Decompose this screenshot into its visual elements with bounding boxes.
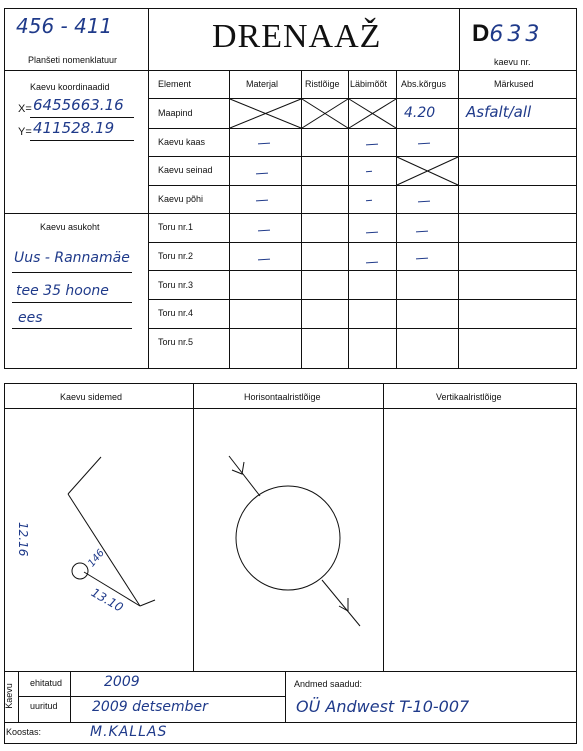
ground-abs-height: 4.20 xyxy=(404,105,436,121)
page-title: DRENAAŽ xyxy=(212,18,382,55)
drawn-by-value: M.KALLAS xyxy=(90,724,168,740)
surveyed-value: 2009 detsember xyxy=(92,699,208,715)
col-header-abs-height: Abs.kõrgus xyxy=(401,79,447,89)
well-number-label: kaevu nr. xyxy=(494,57,531,67)
drawn-by-label: Koostas: xyxy=(6,727,42,737)
row-label-walls: Kaevu seinad xyxy=(158,165,213,175)
dimension-label-1: 12.16 xyxy=(16,522,30,557)
col-header-diameter: Läbimõõt xyxy=(350,79,388,89)
x-label: X= xyxy=(18,103,32,115)
row-label-pipe-1: Toru nr.1 xyxy=(158,222,194,232)
y-value: 411528.19 xyxy=(33,119,115,137)
well-prefix: D xyxy=(472,20,490,47)
location-line-1: Uus - Rannamäe xyxy=(14,250,130,266)
ground-notes: Asfalt/all xyxy=(466,103,532,121)
col-header-cross-section: Ristlõige xyxy=(305,79,340,89)
y-label: Y= xyxy=(18,126,32,138)
x-value: 6455663.16 xyxy=(33,96,124,114)
row-label-cover: Kaevu kaas xyxy=(158,137,206,147)
location-line-3: ees xyxy=(18,310,43,326)
vertical-section-label: Vertikaalristlõige xyxy=(436,392,502,402)
location-line-2: tee 35 hoone xyxy=(16,283,109,299)
row-label-pipe-2: Toru nr.2 xyxy=(158,251,194,261)
col-header-element: Element xyxy=(158,79,192,89)
dimension-label-2: 13.10 xyxy=(88,585,126,615)
location-label: Kaevu asukoht xyxy=(40,222,100,232)
row-label-ground: Maapind xyxy=(158,108,193,118)
map-sheet-value: 456 - 411 xyxy=(16,14,113,38)
connections-label: Kaevu sidemed xyxy=(60,392,123,402)
data-from-value: OÜ Andwest T-10-007 xyxy=(296,697,470,716)
built-value: 2009 xyxy=(104,674,140,690)
row-label-pipe-4: Toru nr.4 xyxy=(158,308,194,318)
col-header-material: Materjal xyxy=(246,79,279,89)
row-label-bottom: Kaevu põhi xyxy=(158,194,204,204)
row-label-pipe-5: Toru nr.5 xyxy=(158,337,194,347)
surveyed-label: uuritud xyxy=(30,701,58,711)
well-number-value: 633 xyxy=(489,22,544,47)
row-label-pipe-3: Toru nr.3 xyxy=(158,280,194,290)
col-header-notes: Märkused xyxy=(494,79,534,89)
data-from-label: Andmed saadud: xyxy=(294,679,363,689)
map-sheet-label: Planšeti nomenklatuur xyxy=(28,55,118,65)
built-label: ehitatud xyxy=(30,678,63,688)
horizontal-section-label: Horisontaalristlõige xyxy=(244,392,321,402)
side-label-kaevu: Kaevu xyxy=(3,683,14,709)
angle-label: 146 xyxy=(86,547,107,570)
coordinates-label: Kaevu koordinaadid xyxy=(30,82,110,92)
